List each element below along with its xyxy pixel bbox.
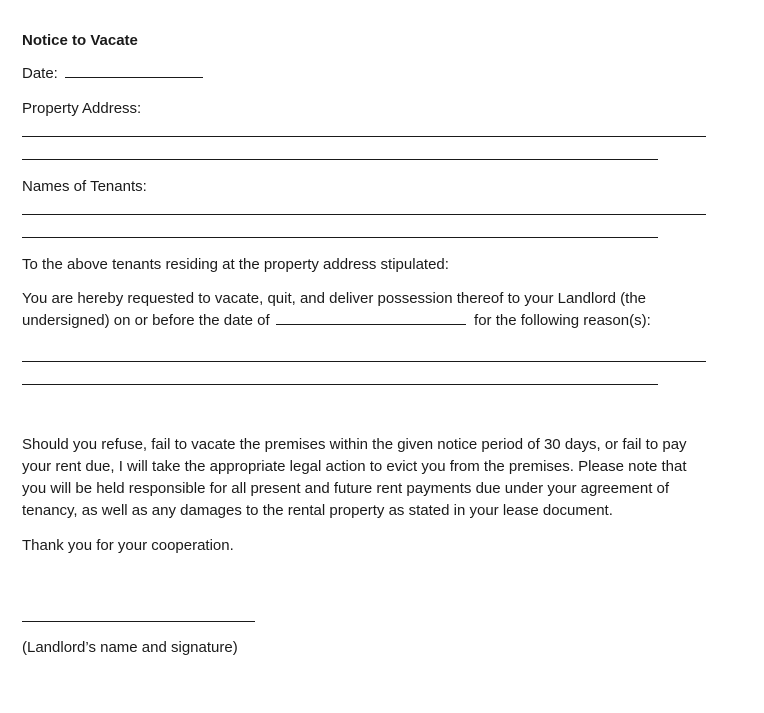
tenants-line-2[interactable] [22,237,658,238]
property-address-line-1[interactable] [22,136,706,137]
request-line-2-after: for the following reason(s): [474,312,651,329]
request-line-2 [22,310,651,332]
warning-line-1: Should you refuse, fail to vacate the premises within the given notice period of 30 days, or fail to pay [22,436,687,453]
property-address-line-2[interactable] [22,159,658,160]
signature-caption: (Landlord’s name and signature) [22,639,238,656]
warning-line-3: you will be held responsible for all present and future rent payments due under your agreement of [22,480,670,497]
signature-line[interactable] [22,621,255,622]
property-address-label: Property Address: [22,100,142,117]
vacate-date-blank-line[interactable] [276,310,466,325]
reasons-line-2[interactable] [22,384,658,385]
tenants-line-1[interactable] [22,214,706,215]
date-row [22,63,203,85]
thanks-line: Thank you for your cooperation. [22,537,234,554]
reasons-line-1[interactable] [22,361,706,362]
request-line-1: You are hereby requested to vacate, quit, and deliver possession thereof to your Landlord (the [22,290,647,307]
document-title: Notice to Vacate [22,32,138,49]
date-blank-line[interactable] [65,63,203,78]
tenants-label: Names of Tenants: [22,178,147,195]
warning-line-2: your rent due, I will take the appropriate legal action to evict you from the premises. Please note that [22,458,687,475]
date-label: Date: [22,65,58,82]
warning-line-4: tenancy, as well as any damages to the rental property as stated in your lease document. [22,502,613,519]
request-line-2-before: undersigned) on or before the date of [22,312,270,329]
addressee-line: To the above tenants residing at the property address stipulated: [22,256,449,273]
